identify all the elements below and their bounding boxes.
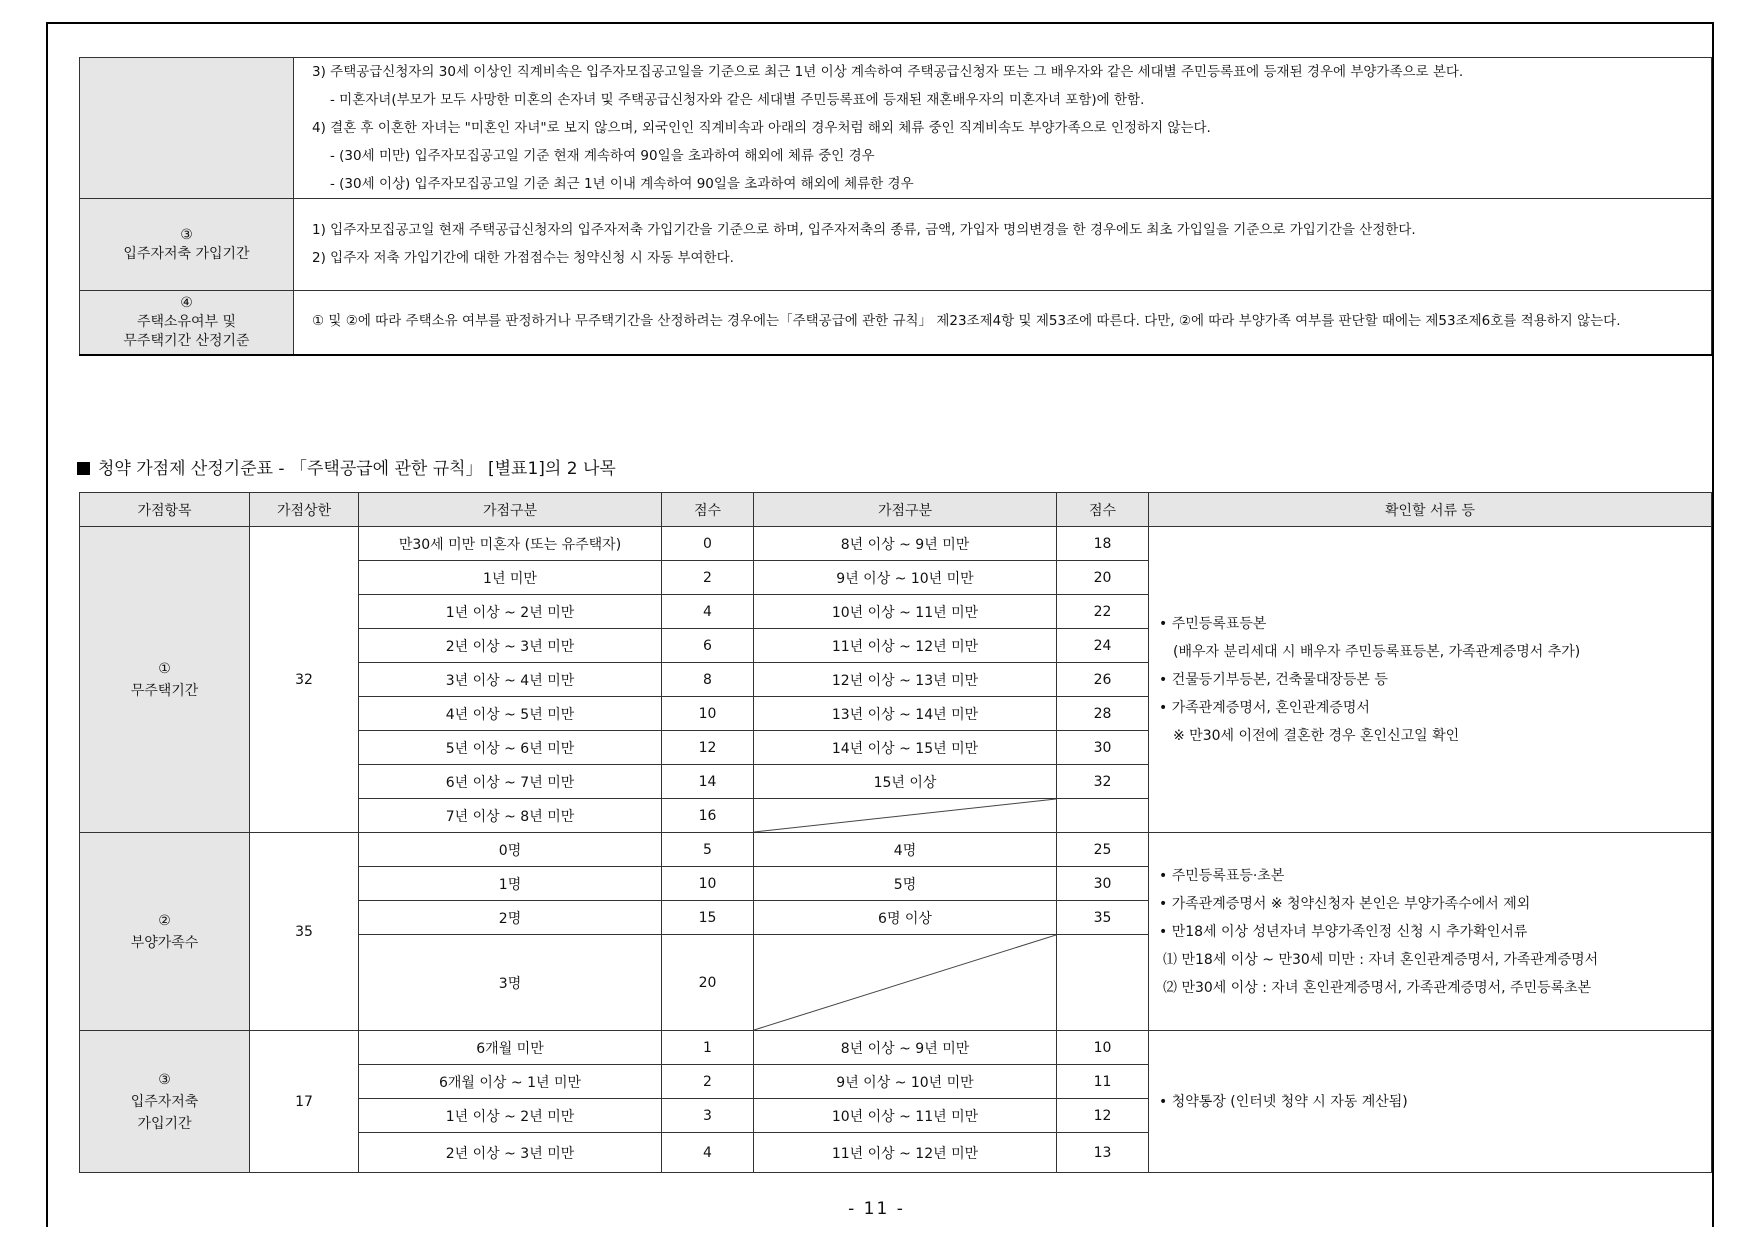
diagonal-line <box>754 935 1056 1030</box>
column-header: 점수 <box>1057 493 1149 527</box>
score-criteria-table <box>79 492 1712 1173</box>
table-cell: 20 <box>662 935 754 1031</box>
table-cell: 2년 이상 ~ 3년 미만 <box>359 1133 662 1173</box>
item-savings-period <box>80 1031 250 1173</box>
criteria-content <box>294 199 1712 291</box>
document-line: • 주민등록표등본 <box>1159 615 1267 632</box>
table-cell: 1명 <box>359 867 662 901</box>
table-cell: 6 <box>662 629 754 663</box>
table-cell: 14년 이상 ~ 15년 미만 <box>754 731 1057 765</box>
table-cell: 4년 이상 ~ 5년 미만 <box>359 697 662 731</box>
table-cell: 만30세 미만 미혼자 (또는 유주택자) <box>359 527 662 561</box>
table-cell: 4명 <box>754 833 1057 867</box>
rule-paragraph: ① 및 ②에 따라 주택소유 여부를 판정하거나 무주택기간을 산정하려는 경우에는「주택공급에 관한 규칙」 제23조제4항 및 제53조에 따른다. 다만, ②에 따라 부양가족 여부를 판단할 때에는 제53조제6호를 적용하지 않는다. <box>312 313 1621 330</box>
table-cell: 6명 이상 <box>754 901 1057 935</box>
section-heading <box>77 454 616 479</box>
document-line: ※ 만30세 이전에 결혼한 경우 혼인신고일 확인 <box>1173 727 1460 744</box>
table-cell: 12 <box>662 731 754 765</box>
table-cell: 26 <box>1057 663 1149 697</box>
rule-paragraph: 3) 주택공급신청자의 30세 이상인 직계비속은 입주자모집공고일을 기준으로 최근 1년 이상 계속하여 주택공급신청자 또는 그 배우자와 같은 세대별 주민등록표에 등재된 경우에 부양가족으로 본다. <box>312 64 1464 80</box>
table-cell: 6개월 이상 ~ 1년 미만 <box>359 1065 662 1099</box>
table-cell: 4 <box>662 595 754 629</box>
table-cell: 1년 미만 <box>359 561 662 595</box>
table-cell: 16 <box>662 799 754 833</box>
criteria-label-text: 입주자저축 가입기간 <box>123 245 250 262</box>
table-cell: 32 <box>1057 765 1149 799</box>
criteria-label-text: 주택소유여부 및 <box>136 313 237 330</box>
item-dependents <box>80 833 250 1031</box>
table-cell: 11년 이상 ~ 12년 미만 <box>754 629 1057 663</box>
item-name: 부양가족수 <box>130 934 199 951</box>
table-cell: 3 <box>662 1099 754 1133</box>
item-number: ③ <box>158 1071 171 1088</box>
table-cell: 8 <box>662 663 754 697</box>
table-cell: 15년 이상 <box>754 765 1057 799</box>
table-cell: 28 <box>1057 697 1149 731</box>
table-cell: 1년 이상 ~ 2년 미만 <box>359 595 662 629</box>
table-cell: 12년 이상 ~ 13년 미만 <box>754 663 1057 697</box>
rule-paragraph: 1) 입주자모집공고일 현재 주택공급신청자의 입주자저축 가입기간을 기준으로 하며, 입주자저축의 종류, 금액, 가입자 명의변경을 한 경우에도 최초 가입일을 기준으로 가입기간을 산정한다. <box>312 221 1416 238</box>
column-header: 점수 <box>662 493 754 527</box>
table-cell: 7년 이상 ~ 8년 미만 <box>359 799 662 833</box>
table-cell: 12 <box>1057 1099 1149 1133</box>
table-cell: 3년 이상 ~ 4년 미만 <box>359 663 662 697</box>
column-header: 가점구분 <box>754 493 1057 527</box>
table-row <box>80 1031 1712 1065</box>
criteria-label <box>80 291 294 355</box>
document-line: • 가족관계증명서, 혼인관계증명서 <box>1159 699 1370 716</box>
table-cell: 9년 이상 ~ 10년 미만 <box>754 561 1057 595</box>
square-bullet-icon <box>77 462 90 475</box>
page-number: - 11 - <box>848 1199 905 1219</box>
table-cell: 1년 이상 ~ 2년 미만 <box>359 1099 662 1133</box>
table-cell: 8년 이상 ~ 9년 미만 <box>754 1031 1057 1065</box>
required-documents <box>1149 1031 1712 1173</box>
table-cell: 24 <box>1057 629 1149 663</box>
table-cell: 10 <box>662 697 754 731</box>
table-cell: 30 <box>1057 731 1149 765</box>
document-line: • 청약통장 (인터넷 청약 시 자동 계산됨) <box>1159 1093 1408 1110</box>
rule-paragraph: - (30세 이상) 입주자모집공고일 기준 최근 1년 이내 계속하여 90일을 초과하여 해외에 체류한 경우 <box>330 176 914 192</box>
diagonal-line <box>754 799 1056 832</box>
table-cell: 25 <box>1057 833 1149 867</box>
column-header: 가점항목 <box>80 493 250 527</box>
table-cell: 15 <box>662 901 754 935</box>
table-cell: 9년 이상 ~ 10년 미만 <box>754 1065 1057 1099</box>
table-row <box>80 833 1712 867</box>
criteria-table <box>79 57 1712 356</box>
table-header-row <box>80 493 1712 527</box>
item-max-score: 32 <box>250 527 359 833</box>
criteria-label <box>80 199 294 291</box>
table-cell: 3명 <box>359 935 662 1031</box>
item-max-score: 35 <box>250 833 359 1031</box>
item-name: 가입기간 <box>137 1115 192 1132</box>
table-cell: 10년 이상 ~ 11년 미만 <box>754 1099 1057 1133</box>
document-line: ⑵ 만30세 이상 : 자녀 혼인관계증명서, 가족관계증명서, 주민등록초본 <box>1163 979 1592 996</box>
item-name: 입주자저축 <box>130 1093 199 1110</box>
table-cell: 2 <box>662 561 754 595</box>
criteria-label-number: ③ <box>180 226 193 243</box>
section-heading-text: 청약 가점제 산정기준표 - 「주택공급에 관한 규칙」 [별표1]의 2 나목 <box>98 459 616 479</box>
table-cell: 0 <box>662 527 754 561</box>
document-line: • 건물등기부등본, 건축물대장등본 등 <box>1159 671 1388 688</box>
empty-cell-diagonal <box>754 799 1057 833</box>
table-cell: 13년 이상 ~ 14년 미만 <box>754 697 1057 731</box>
table-cell: 2 <box>662 1065 754 1099</box>
document-line: • 만18세 이상 성년자녀 부양가족인정 신청 시 추가확인서류 <box>1159 923 1528 940</box>
table-cell: 22 <box>1057 595 1149 629</box>
item-homeless-period <box>80 527 250 833</box>
table-cell: 5년 이상 ~ 6년 미만 <box>359 731 662 765</box>
criteria-label-number: ④ <box>180 294 193 311</box>
column-header: 가점구분 <box>359 493 662 527</box>
document-line: (배우자 분리세대 시 배우자 주민등록표등본, 가족관계증명서 추가) <box>1173 643 1581 660</box>
table-cell: 14 <box>662 765 754 799</box>
table-cell: 8년 이상 ~ 9년 미만 <box>754 527 1057 561</box>
table-cell: 5명 <box>754 867 1057 901</box>
document-line: ⑴ 만18세 이상 ~ 만30세 미만 : 자녀 혼인관계증명서, 가족관계증명서 <box>1163 951 1599 968</box>
criteria-label-text: 무주택기간 산정기준 <box>123 332 250 349</box>
rule-paragraph: 4) 결혼 후 이혼한 자녀는 "미혼인 자녀"로 보지 않으며, 외국인인 직계비속과 아래의 경우처럼 해외 체류 중인 직계비속도 부양가족으로 인정하지 않는다. <box>312 120 1211 136</box>
empty-cell <box>1057 935 1149 1031</box>
table-cell: 20 <box>1057 561 1149 595</box>
rule-paragraph: - 미혼자녀(부모가 모두 사망한 미혼의 손자녀 및 주택공급신청자와 같은 세대별 주민등록표에 등재된 재혼배우자의 미혼자녀 포함)에 한함. <box>330 92 1145 108</box>
table-cell: 10년 이상 ~ 11년 미만 <box>754 595 1057 629</box>
criteria-row-ownership <box>80 291 1712 355</box>
required-documents <box>1149 833 1712 1031</box>
item-number: ② <box>158 912 171 929</box>
criteria-row-dependents-cont <box>80 58 1712 199</box>
table-cell: 6개월 미만 <box>359 1031 662 1065</box>
rule-paragraph: - (30세 미만) 입주자모집공고일 기준 현재 계속하여 90일을 초과하여 해외에 체류 중인 경우 <box>330 148 875 164</box>
item-name: 무주택기간 <box>130 682 199 699</box>
table-cell: 6년 이상 ~ 7년 미만 <box>359 765 662 799</box>
table-cell: 11 <box>1057 1065 1149 1099</box>
required-documents <box>1149 527 1712 833</box>
table-cell: 10 <box>662 867 754 901</box>
table-cell: 5 <box>662 833 754 867</box>
column-header: 가점상한 <box>250 493 359 527</box>
rule-paragraph: 2) 입주자 저축 가입기간에 대한 가점점수는 청약신청 시 자동 부여한다. <box>312 249 734 266</box>
column-header: 확인할 서류 등 <box>1149 493 1712 527</box>
table-cell: 1 <box>662 1031 754 1065</box>
table-cell: 35 <box>1057 901 1149 935</box>
item-number: ① <box>158 660 171 677</box>
item-max-score: 17 <box>250 1031 359 1173</box>
criteria-content <box>294 58 1712 199</box>
criteria-label-empty <box>80 58 294 199</box>
table-cell: 11년 이상 ~ 12년 미만 <box>754 1133 1057 1173</box>
table-cell: 2년 이상 ~ 3년 미만 <box>359 629 662 663</box>
table-cell: 18 <box>1057 527 1149 561</box>
empty-cell-diagonal <box>754 935 1057 1031</box>
table-cell: 30 <box>1057 867 1149 901</box>
document-line: • 주민등록표등·초본 <box>1159 867 1285 884</box>
table-cell: 4 <box>662 1133 754 1173</box>
criteria-row-savings <box>80 199 1712 291</box>
table-cell: 2명 <box>359 901 662 935</box>
table-cell: 13 <box>1057 1133 1149 1173</box>
criteria-content <box>294 291 1712 355</box>
document-line: • 가족관계증명서 ※ 청약신청자 본인은 부양가족수에서 제외 <box>1159 895 1531 912</box>
table-cell: 10 <box>1057 1031 1149 1065</box>
empty-cell <box>1057 799 1149 833</box>
table-cell: 0명 <box>359 833 662 867</box>
table-row <box>80 527 1712 561</box>
